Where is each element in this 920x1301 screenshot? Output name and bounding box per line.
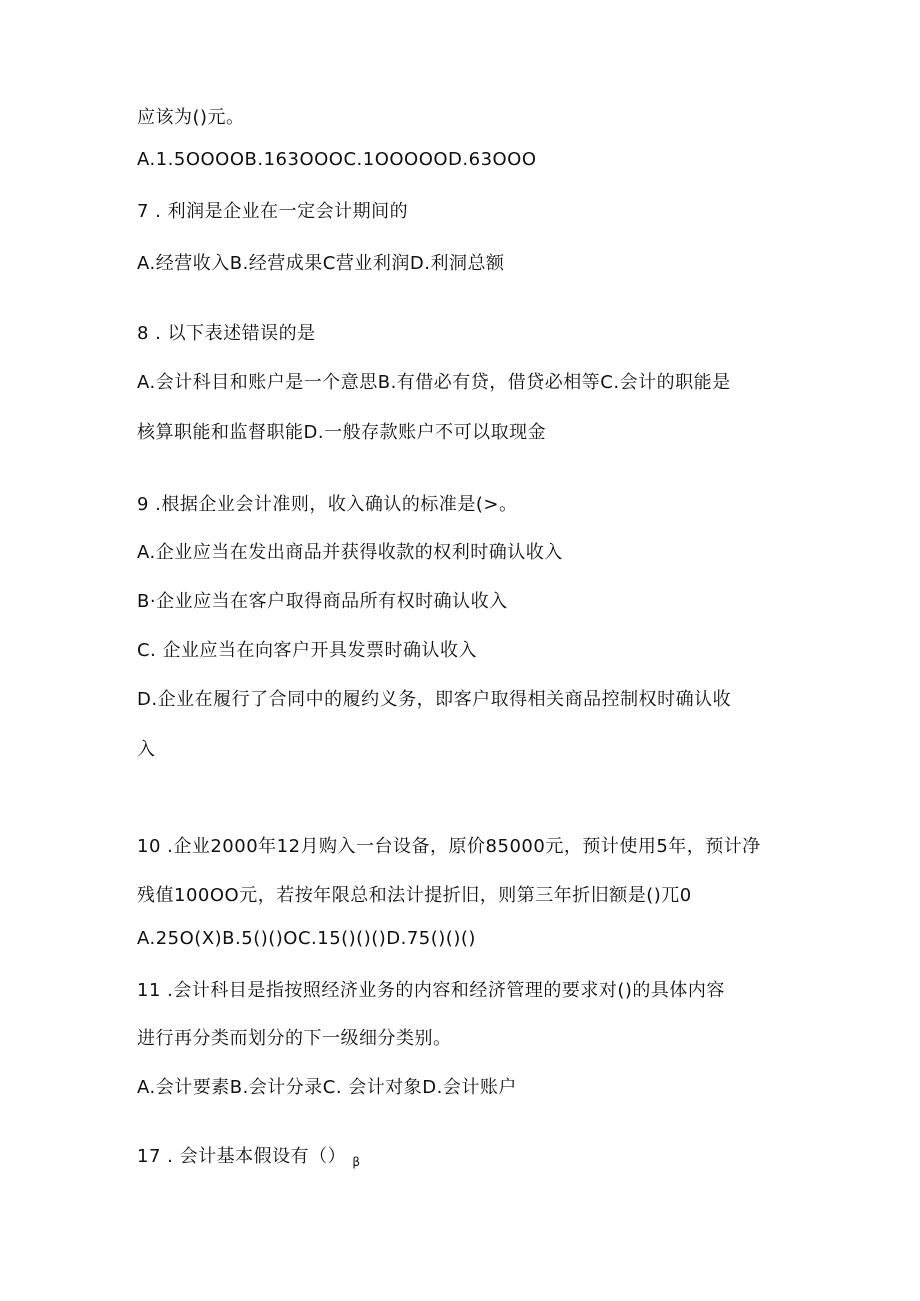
question-9-option-d-2: 入 bbox=[137, 739, 156, 760]
question-9-option-b: B·企业应当在客户取得商品所有权时确认收入 bbox=[137, 591, 508, 612]
question-9-option-a: A.企业应当在发出商品并获得收款的权利时确认收入 bbox=[137, 542, 563, 563]
question-8-options-1: A.会计科目和账户是一个意思B.有借必有贷，借贷必相等C.会计的职能是 bbox=[137, 372, 731, 393]
question-9-option-c: C. 企业应当在向客户开具发票时确认收入 bbox=[137, 640, 478, 661]
text-line-1: 应该为()元。 bbox=[137, 107, 245, 128]
question-17 bbox=[137, 1145, 360, 1174]
question-17-text: 17 . 会计基本假设有（） bbox=[137, 1146, 347, 1167]
question-10-1: 10 .企业2000年12月购入一台设备，原价85000元，预计使用5年，预计净 bbox=[137, 836, 761, 857]
question-17-mark: β bbox=[352, 1155, 361, 1169]
question-11-options: A.会计要素B.会计分录C. 会计对象D.会计账户 bbox=[137, 1077, 517, 1098]
question-11-1: 11 .会计科目是指按照经济业务的内容和经济管理的要求对()的具体内容 bbox=[137, 980, 725, 1001]
question-9-option-d-1: D.企业在履行了合同中的履约义务，即客户取得相关商品控制权时确认收 bbox=[137, 689, 732, 710]
question-8: 8 . 以下表述错误的是 bbox=[137, 323, 316, 344]
question-7: 7 . 利润是企业在一定会计期间的 bbox=[137, 201, 409, 222]
question-7-options: A.经营收入B.经营成果C营业利润D.利洞总额 bbox=[137, 253, 505, 274]
question-10-options: A.25O(X)B.5()()OC.15()()()D.75()()() bbox=[137, 928, 476, 949]
question-9: 9 .根据企业会计准则，收入确认的标准是(>。 bbox=[137, 494, 518, 515]
question-8-options-2: 核算职能和监督职能D.一般存款账户不可以取现金 bbox=[137, 422, 547, 443]
question-11-2: 进行再分类而划分的下一级细分类别。 bbox=[137, 1028, 452, 1049]
question-10-2: 残值100OO元，若按年限总和法计提折旧，则第三年折旧额是()兀0 bbox=[137, 885, 692, 906]
text-line-2: A.1.5OOOOB.163OOOC.1OOOOOD.63OOO bbox=[137, 149, 537, 170]
